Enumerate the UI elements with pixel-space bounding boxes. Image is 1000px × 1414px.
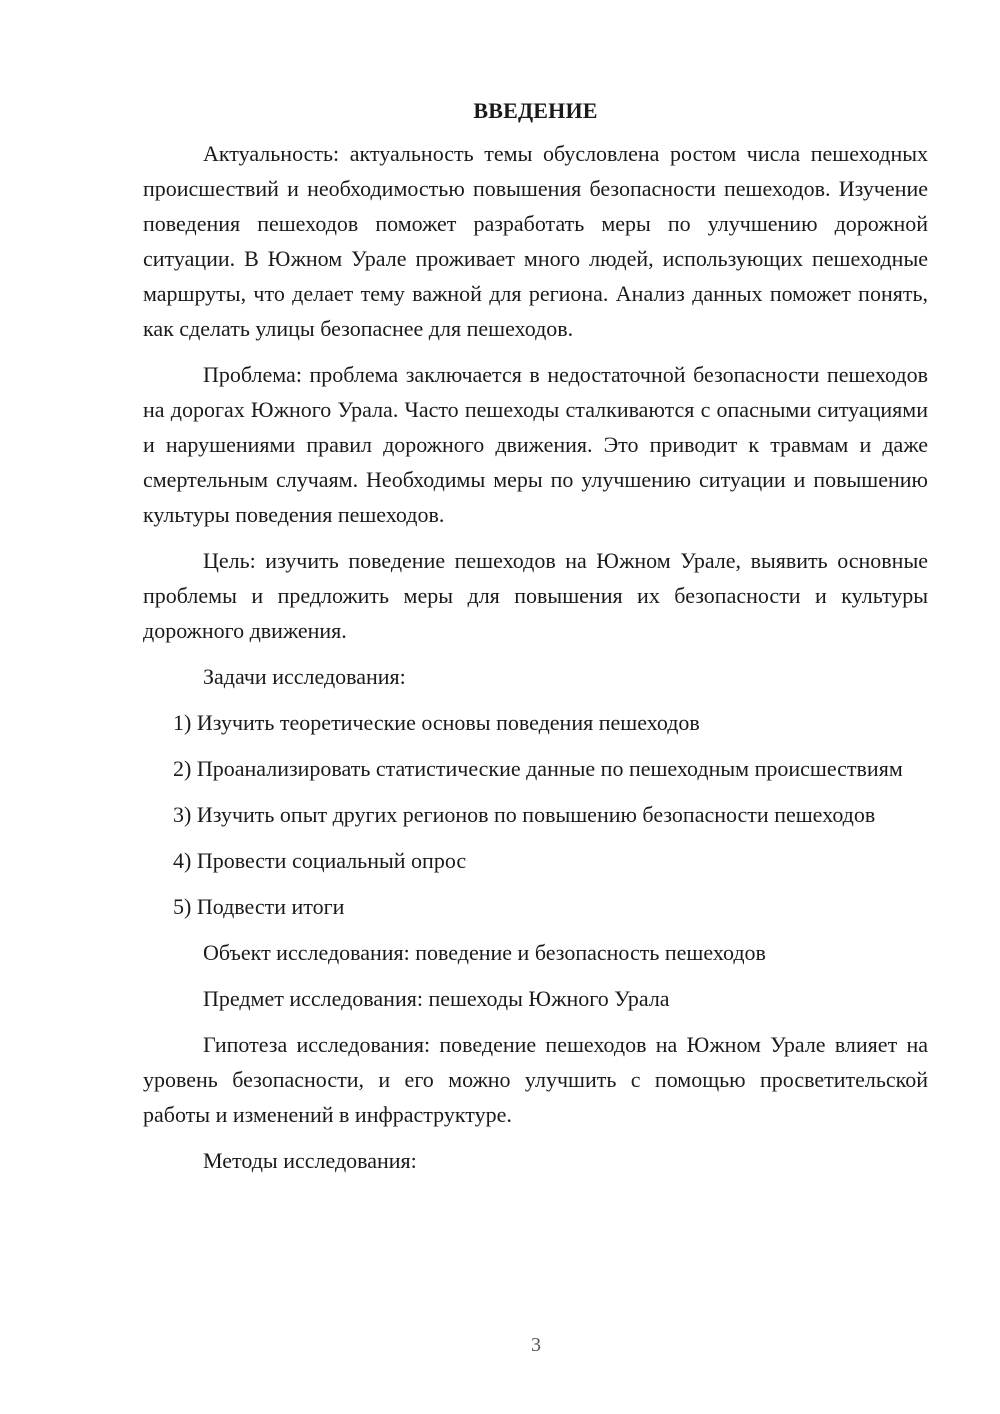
paragraph-problem: Проблема: проблема заключается в недостаточной безопасности пешеходов на дорогах Южного Урала. Часто пешеходы сталкиваются с опасными ситуациями и нарушениями правил дорожного движения. Это приводит к травмам и даже смертельным случаям. Необходимы меры по улучшению ситуации и повышению культуры поведения пешеходов.: [143, 362, 928, 527]
paragraph-relevance: Актуальность: актуальность темы обусловлена ростом числа пешеходных происшествий и необходимостью повышения безопасности пешеходов. Изучение поведения пешеходов поможет разработать меры по улучшению дорожной ситуации. В Южном Урале проживает много людей, использующих пешеходные маршруты, что делает тему важной для региона. Анализ данных поможет понять, как сделать улицы безопаснее для пешеходов.: [143, 141, 928, 341]
task-item-5: 5) Подвести итоги: [173, 894, 345, 919]
task-item-4: 4) Провести социальный опрос: [173, 848, 467, 873]
task-item-1: 1) Изучить теоретические основы поведения пешеходов: [173, 710, 700, 735]
paragraph-goal: Цель: изучить поведение пешеходов на Южном Урале, выявить основные проблемы и предложить меры для повышения их безопасности и культуры дорожного движения.: [143, 548, 928, 643]
paragraph-tasks-heading: Задачи исследования:: [203, 664, 406, 689]
document-body: [143, 96, 928, 1189]
task-item-2: 2) Проанализировать статистические данные по пешеходным происшествиям: [173, 756, 903, 781]
section-title: ВВЕДЕНИЕ: [473, 98, 598, 123]
page-number: 3: [531, 1334, 541, 1356]
paragraph-subject: Предмет исследования: пешеходы Южного Урала: [203, 986, 670, 1011]
paragraph-methods: Методы исследования:: [203, 1148, 417, 1173]
paragraph-object: Объект исследования: поведение и безопасность пешеходов: [203, 940, 766, 965]
paragraph-hypothesis: Гипотеза исследования: поведение пешеходов на Южном Урале влияет на уровень безопасности, и его можно улучшить с помощью просветительской работы и изменений в инфраструктуре.: [143, 1032, 928, 1127]
task-item-3: 3) Изучить опыт других регионов по повышению безопасности пешеходов: [173, 802, 876, 827]
